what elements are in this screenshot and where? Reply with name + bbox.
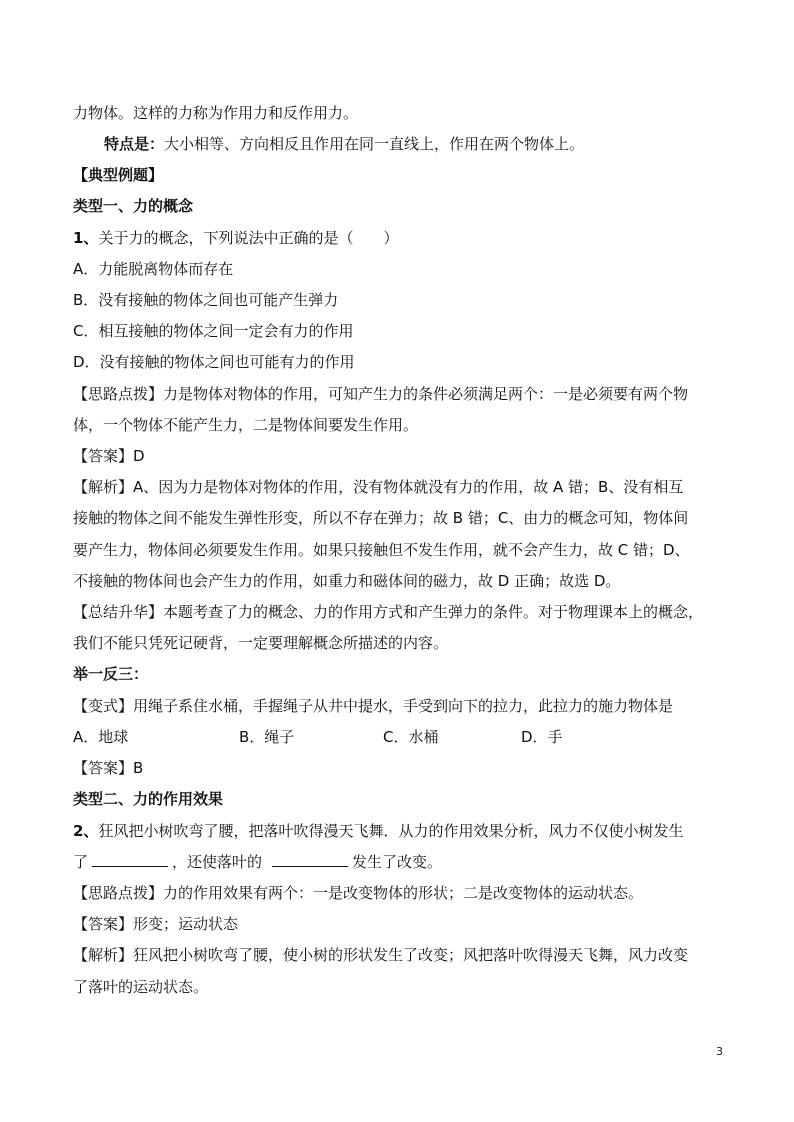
hint-line: 体，一个物体不能产生力，二是物体间要发生作用。 xyxy=(73,416,419,434)
analysis-line: 不接触的物体间也会产生力的作用，如重力和磁体间的磁力，故 D 正确；故选 D。 xyxy=(73,572,621,590)
option-a: A．力能脱离物体而存在 xyxy=(73,260,234,278)
fill-blank-2 xyxy=(272,852,348,867)
type-two-heading: 类型二、力的作用效果 xyxy=(73,790,224,808)
variant-options xyxy=(73,727,733,747)
option-d: D．没有接触的物体之间也可能有力的作用 xyxy=(73,353,355,371)
question-2 xyxy=(73,821,733,841)
hint-line: 【思路点拨】力的作用效果有两个：一是改变物体的形状；二是改变物体的运动状态。 xyxy=(73,884,644,902)
summary-line: 【总结升华】本题考查了力的概念、力的作用方式和产生弹力的条件。对于物理课本上的概念， xyxy=(73,603,704,621)
question-text: 关于力的概念，下列说法中正确的是（ ） xyxy=(98,229,399,247)
analysis-line: 要产生力，物体间必须要发生作用。如果只接触但不发生作用，就不会产生力，故 C 错；D、 xyxy=(73,541,690,559)
question-text: 发生了改变。 xyxy=(352,853,443,871)
variant-option-d: D．手 xyxy=(521,728,563,746)
variant-option-b: B．绳子 xyxy=(239,728,295,746)
question-number: 2、 xyxy=(73,822,99,840)
option-c: C．相互接触的物体之间一定会有力的作用 xyxy=(73,322,354,340)
answer-line: 【答案】D xyxy=(73,447,145,465)
analysis-line: 【解析】A、因为力是物体对物体的作用，没有物体就没有力的作用，故 A 错；B、没有相互 xyxy=(73,478,684,496)
question-2-blanks xyxy=(73,852,733,872)
hint-line: 【思路点拨】力是物体对物体的作用，可知产生力的条件必须满足两个：一是必须要有两个物 xyxy=(73,385,689,403)
feature-text: 大小相等、方向相反且作用在同一直线上，作用在两个物体上。 xyxy=(164,135,585,153)
variant-answer: 【答案】B xyxy=(73,759,144,777)
feature-line xyxy=(104,134,764,154)
option-b: B．没有接触的物体之间也可能产生弹力 xyxy=(73,291,339,309)
summary-line: 我们不能只凭死记硬背，一定要理解概念所描述的内容。 xyxy=(73,634,449,652)
question-number: 1、 xyxy=(73,229,99,247)
type-one-heading: 类型一、力的概念 xyxy=(73,197,194,215)
question-1 xyxy=(73,228,733,248)
question-text: 狂风把小树吹弯了腰，把落叶吹得漫天飞舞．从力的作用效果分析，风力不仅使小树发生 xyxy=(98,822,684,840)
paragraph-line: 力物体。这样的力称为作用力和反作用力。 xyxy=(73,104,359,122)
page-number: 3 xyxy=(716,1045,723,1058)
answer-line: 【答案】形变；运动状态 xyxy=(73,915,239,933)
fill-blank-1 xyxy=(92,852,168,867)
question-text: ，还使落叶的 xyxy=(172,853,263,871)
practice-heading: 举一反三： xyxy=(73,665,149,683)
section-heading-examples: 【典型例题】 xyxy=(73,166,164,184)
analysis-line: 【解析】狂风把小树吹弯了腰，使小树的形状发生了改变；风把落叶吹得漫天飞舞，风力改变 xyxy=(73,946,689,964)
variant-option-a: A．地球 xyxy=(73,728,129,746)
feature-label: 特点是： xyxy=(104,135,165,153)
analysis-line: 接触的物体之间不能发生弹性形变，所以不存在弹力；故 B 错；C、由力的概念可知，物体间 xyxy=(73,509,689,527)
variant-option-c: C．水桶 xyxy=(383,728,439,746)
question-text: 了 xyxy=(73,853,89,871)
variant-question: 【变式】用绳子系住水桶，手握绳子从井中提水，手受到向下的拉力，此拉力的施力物体是 xyxy=(73,697,674,715)
analysis-line: 了落叶的运动状态。 xyxy=(73,978,209,996)
